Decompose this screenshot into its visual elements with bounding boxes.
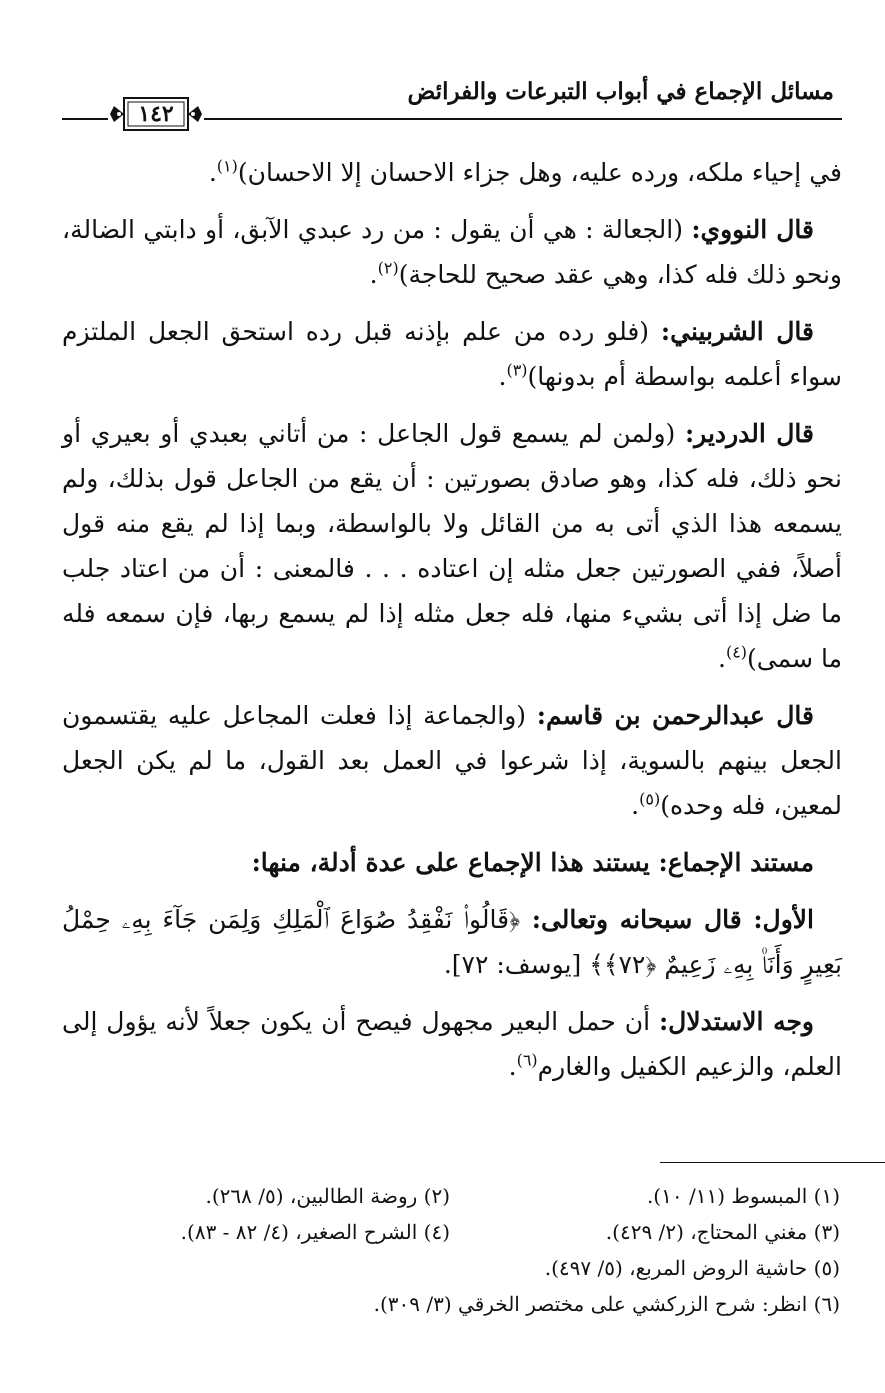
footnote-4: (٤) الشرح الصغير، (٤/ ٨٢ - ٨٣). (180, 1220, 450, 1244)
paragraph-text: (والجماعة إذا فعلت المجاعل عليه يقتسمون الجعل بينهم بالسوية، إذا شرعوا في العمل بعد القول، ما لم يكن الجعل لمعين، فله وحده) (62, 701, 842, 820)
page-number: ١٤٢ (138, 101, 174, 127)
paragraph-tail: . (369, 260, 378, 289)
paragraph (62, 693, 842, 828)
paragraph-tail: . (718, 644, 726, 673)
paragraph-tail: . (498, 362, 507, 391)
footnote-marker: (٣) (506, 360, 528, 380)
paragraph-tail: . (208, 158, 217, 187)
evidence-paragraph (62, 897, 842, 987)
inference-tail: . (508, 1052, 517, 1081)
page-number-ornament (108, 94, 204, 134)
section-heading-lead: مستند الإجماع: (658, 848, 814, 877)
footnote-marker: (٦) (516, 1050, 538, 1070)
paragraph (62, 411, 842, 681)
paragraph-tail: . (631, 791, 640, 820)
inference-lead: وجه الاستدلال: (658, 1007, 814, 1036)
footnotes (60, 1178, 840, 1322)
footnote-6: (٦) انظر: شرح الزركشي على مختصر الخرقي (٣/ ٣٠٩). (373, 1292, 840, 1316)
evidence-lead: الأول: (753, 905, 814, 934)
footnote-separator (660, 1162, 885, 1163)
footnote-row (60, 1178, 840, 1214)
footnote-marker: (٥) (639, 789, 661, 809)
inference-paragraph (62, 999, 842, 1089)
paragraph-text: في إحياء ملكه، ورده عليه، وهل جزاء الاحسان إلا الاحسان) (237, 158, 842, 187)
paragraph-text: (الجعالة : هي أن يقول : من رد عبدي الآبق، أو دابتي الضالة، ونحو ذلك فله كذا، وهي عقد صحيح للحاجة) (62, 215, 842, 289)
running-header (62, 78, 842, 127)
verse-reference: [يوسف: ٧٢]. (443, 950, 590, 979)
paragraph-lead: قال عبدالرحمن بن قاسم: (536, 701, 814, 730)
paragraph-lead: قال الدردير: (684, 419, 814, 448)
section-heading-text: يستند هذا الإجماع على عدة أدلة، منها: (251, 848, 659, 877)
footnote-marker: (٤) (725, 642, 748, 662)
paragraph-lead: قال النووي: (691, 215, 815, 244)
footnote-marker: (١) (216, 156, 238, 176)
paragraph (62, 150, 842, 195)
footnote-row (60, 1214, 840, 1250)
inference-text: أن حمل البعير مجهول فيصح أن يكون جعلاً لأنه يؤول إلى العلم، والزعيم الكفيل والغارم (62, 1007, 842, 1081)
evidence-text: قال سبحانه وتعالى: (520, 905, 754, 934)
footnote-3: (٣) مغني المحتاج، (٢/ ٤٢٩). (605, 1220, 840, 1244)
body-text (62, 150, 842, 1101)
paragraph-lead: قال الشربيني: (660, 317, 814, 346)
footnote-1: (١) المبسوط (١١/ ١٠). (646, 1184, 840, 1208)
footnote-2: (٢) روضة الطالبين، (٥/ ٢٦٨). (205, 1184, 450, 1208)
paragraph-text: (ولمن لم يسمع قول الجاعل : من أتاني بعبدي أو بعيري أو نحو ذلك، فله كذا، وهو صادق بصورتين : أن يقع من الجاعل قول بذلك، ولم يسمعه هذا الذي أتى به من القائل ولا بالواسطة، وبما إذا لم يقع منه قول أصلاً، ففي الصورتين جعل مثله إن اعتاده . . . فالمعنى : أن من اعتاد جلب ما ضل إذا أتى بشيء منها، فله جعل مثله إذا لم يسمع ربها، فإن سمعه فله ما سمى) (62, 419, 842, 673)
paragraph (62, 207, 842, 297)
paragraph-text: (فلو رده من علم بإذنه قبل رده استحق الجعل الملتزم سواء أعلمه بواسطة أم بدونها) (62, 317, 842, 391)
footnote-marker: (٢) (377, 258, 399, 278)
section-heading (62, 840, 842, 885)
footnote-5: (٥) حاشية الروض المربع، (٥/ ٤٩٧). (544, 1256, 840, 1280)
paragraph (62, 309, 842, 399)
running-title: مسائل الإجماع في أبواب التبرعات والفرائض (407, 78, 834, 105)
quran-verse: ﴿قَالُوا۟ نَفْقِدُ صُوَاعَ ٱلْمَلِكِ وَلِمَن جَآءَ بِهِۦ حِمْلُ بَعِيرٍ وَأَنَا۠ بِهِۦ زَعِيمٌ ﴿٧٢﴾﴾ (62, 905, 842, 979)
